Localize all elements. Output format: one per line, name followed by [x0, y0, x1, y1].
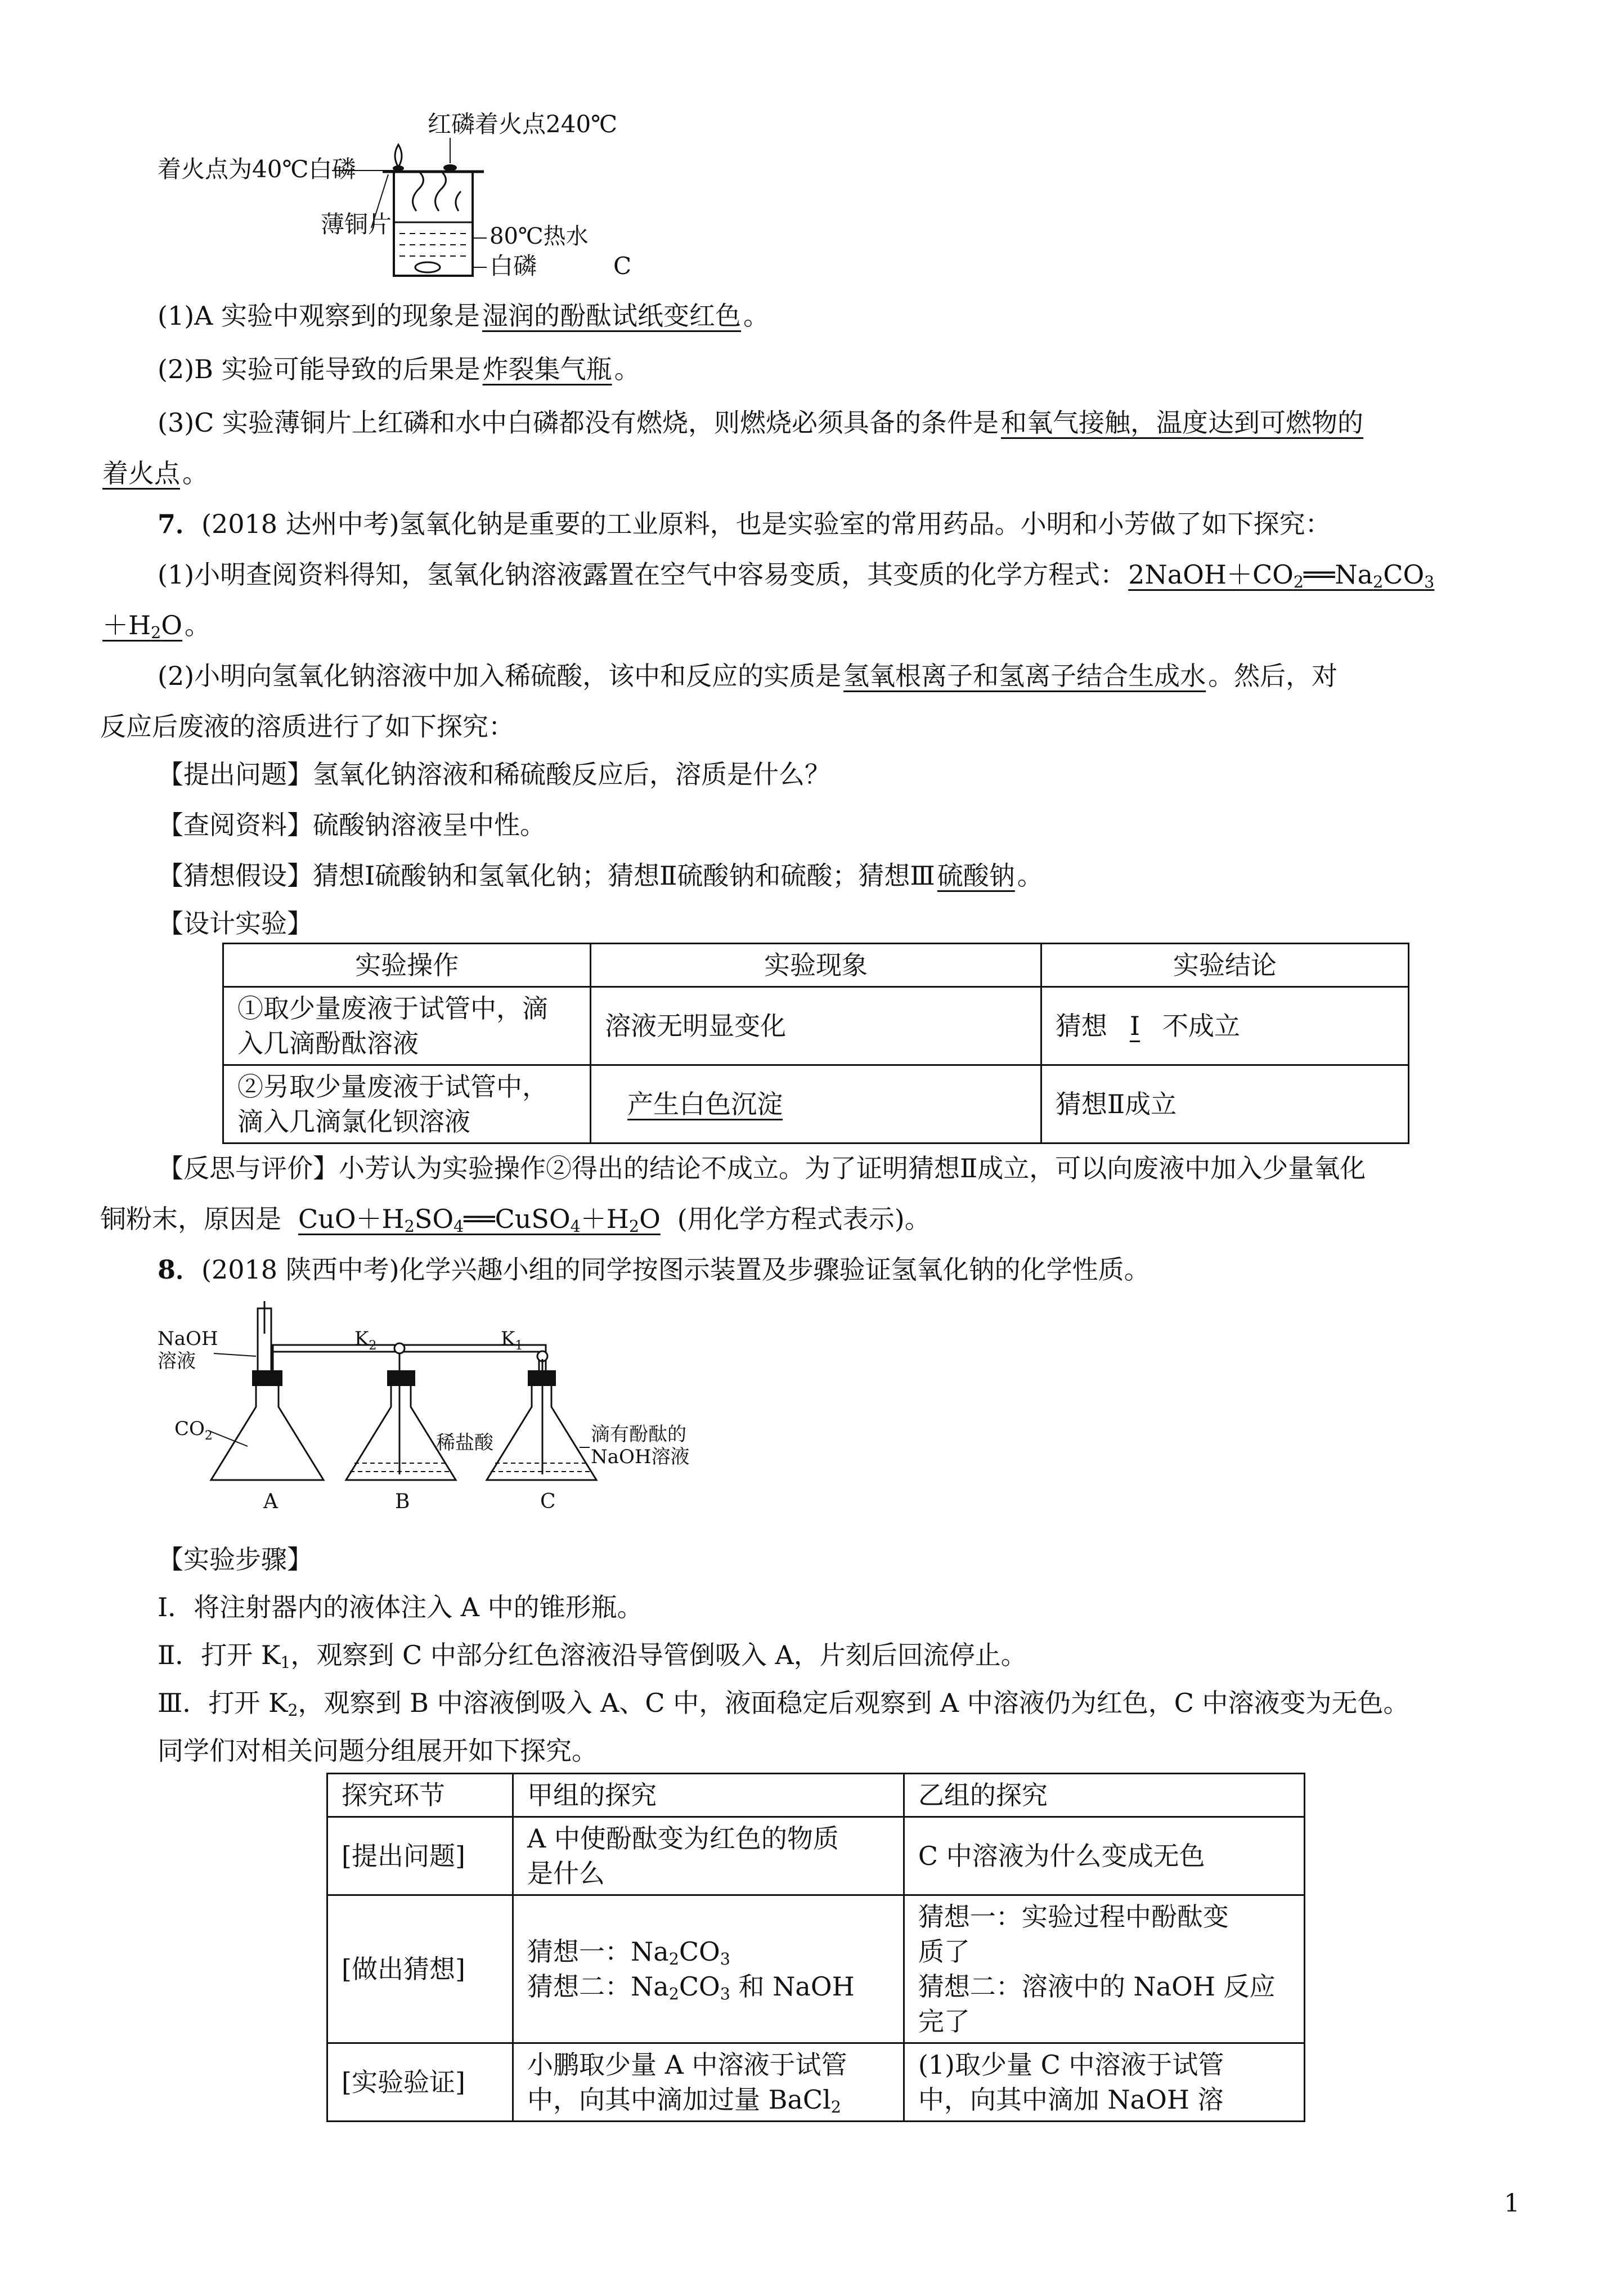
steam-curl-3: [456, 191, 461, 211]
q6-part1-prefix: (1)A 实验中观察到的现象是: [158, 301, 481, 331]
hcl-label: 稀盐酸: [436, 1432, 493, 1454]
q7-experiment-table: [222, 943, 1409, 1144]
table-header-phenomenon: 实验现象: [591, 944, 1041, 987]
q7-hypothesis-answer: 硫酸钠: [937, 860, 1015, 891]
q8-steps-title: 【实验步骤】: [158, 1544, 313, 1575]
steam-curl-1: [413, 172, 424, 211]
q7-number: 7．: [158, 509, 202, 539]
q7-reflection-prefix: 铜粉末，原因是: [100, 1204, 281, 1234]
table-cell: [实验验证]: [327, 2043, 513, 2122]
q8-header: [158, 1252, 1150, 1287]
k1-label: $K_1$: [501, 1328, 523, 1353]
q6-part3-cont: [100, 456, 208, 491]
q8-step2: Ⅱ．打开 $K_1$，观察到 C 中部分红色溶液沿导管倒吸入 A，片刻后回流停止。: [158, 1640, 1027, 1672]
q7-part2: [158, 658, 1337, 693]
q7-part1-suffix: 。: [185, 610, 210, 640]
q7-part2-prefix: (2)小明向氢氧化钠溶液中加入稀硫酸，该中和反应的实质是: [158, 661, 842, 691]
table-cell: [提出问题]: [327, 1817, 513, 1895]
q7-part1: [158, 557, 1436, 592]
white-phosphorus-in-water: [415, 262, 440, 272]
table-row: [223, 944, 1409, 987]
table-cell: 猜想一：实验过程中酚酞变 质了 猜想二：溶液中的 NaOH 反应 完了: [904, 1895, 1304, 2043]
table-row: [327, 1895, 1305, 2043]
table-cell: (1)取少量 C 中溶液于试管 中，向其中滴加 NaOH 溶: [904, 2043, 1304, 2122]
steam-curl-2: [435, 172, 446, 211]
table-cell: ①取少量废液于试管中，滴 入几滴酚酞溶液: [223, 987, 591, 1065]
table-cell: 猜想Ⅱ成立: [1041, 1065, 1408, 1143]
q7-intro: 氢氧化钠是重要的工业原料，也是实验室的常用药品。小明和小芳做了如下探究：: [399, 509, 1331, 539]
table-cell: A 中使酚酞变为红色的物质 是什么: [513, 1817, 904, 1895]
q7-source: (2018 达州中考): [201, 509, 399, 539]
page-number: 1: [1504, 2189, 1520, 2218]
q7-hypothesis-prefix: 【猜想假设】猜想Ⅰ硫酸钠和氢氧化钠；猜想Ⅱ硫酸钠和硫酸；猜想Ⅲ: [158, 860, 935, 891]
flask-c-label: C: [540, 1490, 556, 1513]
flask-a: [211, 1384, 324, 1480]
q7-part2-cont: 反应后废液的溶质进行了如下探究：: [100, 711, 514, 742]
q6-part3-suffix: 。: [182, 458, 208, 488]
q7-table-answer-2: 产生白色沉淀: [627, 1089, 783, 1119]
q6-part1-answer: 湿润的酚酞试纸变红色: [482, 301, 742, 331]
flask-a-stopper: [252, 1370, 282, 1386]
q6-part1-suffix: 。: [743, 301, 770, 331]
table-header-operation: 实验操作: [223, 944, 591, 987]
figure-flask-apparatus: [152, 1300, 715, 1525]
q7-hypothesis-suffix: 。: [1017, 860, 1043, 891]
table-cell: [做出猜想]: [327, 1895, 513, 2043]
naoh-label: NaOH: [158, 1328, 218, 1350]
q7-part2-answer: 氢氧根离子和氢离子结合生成水: [843, 661, 1206, 691]
table-header-group-jia: 甲组的探究: [513, 1774, 904, 1817]
q6-part2-prefix: (2)B 实验可能导致的后果是: [158, 354, 481, 384]
q7-info: 【查阅资料】硫酸钠溶液呈中性。: [158, 810, 546, 840]
flask-b-label: B: [395, 1490, 410, 1513]
q7-design-title: 【设计实验】: [158, 908, 313, 939]
q6-part3-answer-a: 和氧气接触，温度达到可燃物的: [1000, 407, 1363, 438]
naoh-pointer: [214, 1353, 256, 1356]
q7-reflection-cont: [100, 1201, 931, 1236]
q7-question: 【提出问题】氢氧化钠溶液和稀硫酸反应后，溶质是什么？: [158, 759, 830, 790]
q7-reflection: 【反思与评价】小芳认为实验操作②得出的结论不成立。为了证明猜想Ⅱ成立，可以向废液中加入少量氧化: [158, 1153, 1366, 1183]
flask-a-label: A: [263, 1490, 278, 1513]
phenol-label-a: 滴有酚酞的: [591, 1423, 686, 1446]
q6-part2-answer: 炸裂集气瓶: [482, 354, 612, 384]
table-row: [327, 2043, 1305, 2122]
table-header-stage: 探究环节: [327, 1774, 513, 1817]
q7-equation2: $CuO+H_2SO_4══CuSO_4+H_2O$: [298, 1204, 661, 1236]
white-phosphorus-piece: [393, 165, 404, 171]
table-cell: 猜想一：$Na_2CO_3$ 猜想二：$Na_2CO_3$ 和 NaOH: [513, 1895, 904, 2043]
q8-number: 8．: [158, 1254, 202, 1285]
table-cell: 溶液无明显变化: [591, 987, 1041, 1065]
table-cell: 小鹏取少量 A 中溶液于试管 中，向其中滴加过量 BaCl$_2$: [513, 2043, 904, 2122]
q6-part2-suffix: 。: [614, 354, 640, 384]
copper-sheet-label: 薄铜片: [321, 210, 392, 238]
phenol-label-b: NaOH溶液: [591, 1446, 690, 1468]
table-row: [223, 987, 1409, 1065]
co2-label: $CO_2$: [174, 1418, 213, 1443]
q8-source: (2018 陕西中考): [201, 1254, 399, 1285]
q6-part3: [158, 405, 1366, 440]
valve-k2: [394, 1343, 405, 1353]
k2-label: $K_2$: [354, 1328, 377, 1353]
figure-c-letter: C: [613, 252, 632, 280]
q8-step3: Ⅲ．打开 $K_2$，观察到 B 中溶液倒吸入 A、C 中，液面稳定后观察到 A 中溶液仍为红色，C 中溶液变为无色。: [158, 1688, 1409, 1720]
q8-intro: 化学兴趣小组的同学按图示装置及步骤验证氢氧化钠的化学性质。: [399, 1254, 1150, 1285]
red-phosphorus-label: 红磷着火点240℃: [428, 110, 618, 138]
table-header-conclusion: 实验结论: [1041, 944, 1408, 987]
q8-inquiry-table: [326, 1773, 1305, 2122]
table-row: [223, 1065, 1409, 1143]
table-cell: 猜想 Ⅰ 不成立: [1041, 987, 1408, 1065]
table-cell: ②另取少量废液于试管中， 滴入几滴氯化钡溶液: [223, 1065, 591, 1143]
table-row: [327, 1817, 1305, 1895]
beaker-shape: [394, 172, 473, 276]
q6-part1: [158, 298, 769, 333]
q7-reflection-suffix: (用化学方程式表示)。: [677, 1204, 931, 1234]
q7-part2-suffix: 。然后，对: [1208, 661, 1338, 691]
table-cell: C 中溶液为什么变成无色: [904, 1817, 1304, 1895]
flame-icon: [395, 145, 402, 167]
white-phosphorus-bottom-label: 白磷: [490, 252, 537, 280]
q6-part3-answer-b: 着火点: [102, 458, 180, 488]
q7-hypothesis: [158, 858, 1043, 893]
q7-table-answer-1: Ⅰ: [1129, 1011, 1140, 1041]
connecting-tube-inner: [273, 1352, 539, 1370]
solution-label: 溶液: [158, 1350, 196, 1373]
q6-part3-prefix: (3)C 实验薄铜片上红磷和水中白磷都没有燃烧，则燃烧必须具备的条件是: [158, 407, 999, 438]
q8-step1: Ⅰ．将注射器内的液体注入 A 中的锥形瓶。: [158, 1592, 643, 1622]
figure-combustion-apparatus: [146, 104, 653, 284]
q6-part2: [158, 352, 640, 387]
q7-equation1-b: $+H_2O$: [102, 610, 182, 643]
q7-part1-cont: [100, 608, 210, 643]
table-header-group-yi: 乙组的探究: [904, 1774, 1304, 1817]
white-phosphorus-left-label: 着火点为40℃白磷: [158, 155, 356, 183]
table-cell: [591, 1065, 1041, 1143]
q7-part1-prefix: (1)小明查阅资料得知，氢氧化钠溶液露置在空气中容易变质，其变质的化学方程式：: [158, 559, 1126, 590]
q7-equation1-a: $2NaOH+CO_2══Na_2CO_3$: [1128, 559, 1435, 592]
red-phosphorus-piece: [443, 164, 457, 171]
q7-header: [158, 506, 1331, 541]
hot-water-label: 80℃热水: [490, 223, 589, 249]
table-row: [327, 1774, 1305, 1817]
q8-groups-intro: 同学们对相关问题分组展开如下探究。: [158, 1736, 598, 1766]
flask-b-stopper: [387, 1370, 415, 1386]
